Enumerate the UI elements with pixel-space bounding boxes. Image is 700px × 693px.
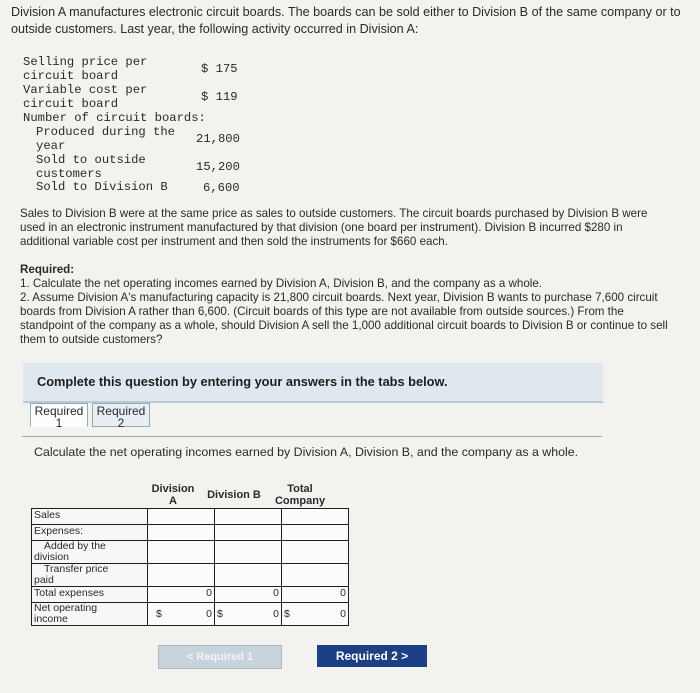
selling-price-value: $ 175 [201,62,238,76]
noi-a: $ 0 [148,603,215,626]
table-row [32,525,349,541]
sold-division-b-label: Sold to Division B [36,180,168,194]
blank-cell [148,525,215,541]
noi-total: $ 0 [282,603,349,626]
noi-b: $ 0 [215,603,282,626]
row-label-expenses: Expenses: [32,525,148,541]
input-sales-b[interactable] [215,509,282,525]
required-section [20,263,670,347]
intro-text: Division A manufactures electronic circuit boards. The boards can be sold either to Division B of the same company or to outside customers. Last year, the following activity occurred in Division A: [11,5,681,36]
table-row [32,587,349,603]
selling-price-label: Selling price per circuit board [23,55,148,83]
table-row [32,509,349,525]
input-added-total[interactable] [282,541,349,564]
number-of-boards-label: Number of circuit boards: [23,111,206,125]
banner-text: Complete this question by entering your answers in the tabs below. [37,374,448,389]
currency-symbol: $ [217,608,223,620]
income-table [31,508,349,626]
question-text: Calculate the net operating incomes earned by Division A, Division B, and the company as a whole. [34,445,579,459]
input-transfer-a[interactable] [148,564,215,587]
input-transfer-b[interactable] [215,564,282,587]
variable-cost-value: $ 119 [201,90,238,104]
sold-outside-value: 15,200 [196,160,240,174]
required-heading: Required: [20,263,75,276]
tab-required-2[interactable]: Required 2 [92,403,150,427]
produced-value: 21,800 [196,132,240,146]
total-expenses-b: 0 [215,587,282,603]
blank-cell [215,525,282,541]
row-label-total-expenses: Total expenses [32,587,148,603]
table-row [32,603,349,626]
input-transfer-total[interactable] [282,564,349,587]
total-expenses-total: 0 [282,587,349,603]
table-row [32,564,349,587]
input-sales-total[interactable] [282,509,349,525]
header-division-b: Division B [207,489,261,501]
currency-symbol: $ [284,608,290,620]
prev-required-button[interactable]: < Required 1 [158,645,282,669]
currency-symbol: $ [156,608,162,620]
input-added-a[interactable] [148,541,215,564]
input-sales-a[interactable] [148,509,215,525]
header-total-company: Total Company [274,483,326,507]
row-label-transfer: Transfer price paid [32,564,148,587]
variable-cost-label: Variable cost per circuit board [23,83,148,111]
row-label-added: Added by the division [32,541,148,564]
tab-required-1[interactable]: Required 1 [30,403,88,427]
header-division-a: Division A [151,483,195,507]
table-row [32,541,349,564]
instructions-banner [23,363,603,403]
row-label-sales: Sales [32,509,148,525]
blank-cell [282,525,349,541]
sold-outside-label: Sold to outside customers [36,153,146,181]
sold-division-b-value: 6,600 [203,181,240,195]
total-expenses-a: 0 [148,587,215,603]
row-label-noi: Net operating income [32,603,148,626]
required-item-1: 1. Calculate the net operating incomes earned by Division A, Division B, and the company as a whole. [20,277,543,290]
produced-label: Produced during the year [36,125,175,153]
required-item-2: 2. Assume Division A's manufacturing capacity is 21,800 circuit boards. Next year, Division B wants to purchase 7,600 circuit boards from Division A rather than 6,600. (Circuit boards of this type are not available from outside sources.) From the standpoint of the company as a whole, should Division A sell the 1,000 additional circuit boards to Division B or continue to sell them to outside customers? [20,291,668,346]
sales-paragraph: Sales to Division B were at the same price as sales to outside customers. The circuit boards purchased by Division B were used in an electronic instrument manufactured by that division (one board per instrument). Division B incurred $280 in additional variable cost per instrument and then sold the instruments for $660 each. [20,207,648,248]
next-required-button[interactable]: Required 2 > [317,645,427,667]
input-added-b[interactable] [215,541,282,564]
tab-divider [22,436,602,437]
